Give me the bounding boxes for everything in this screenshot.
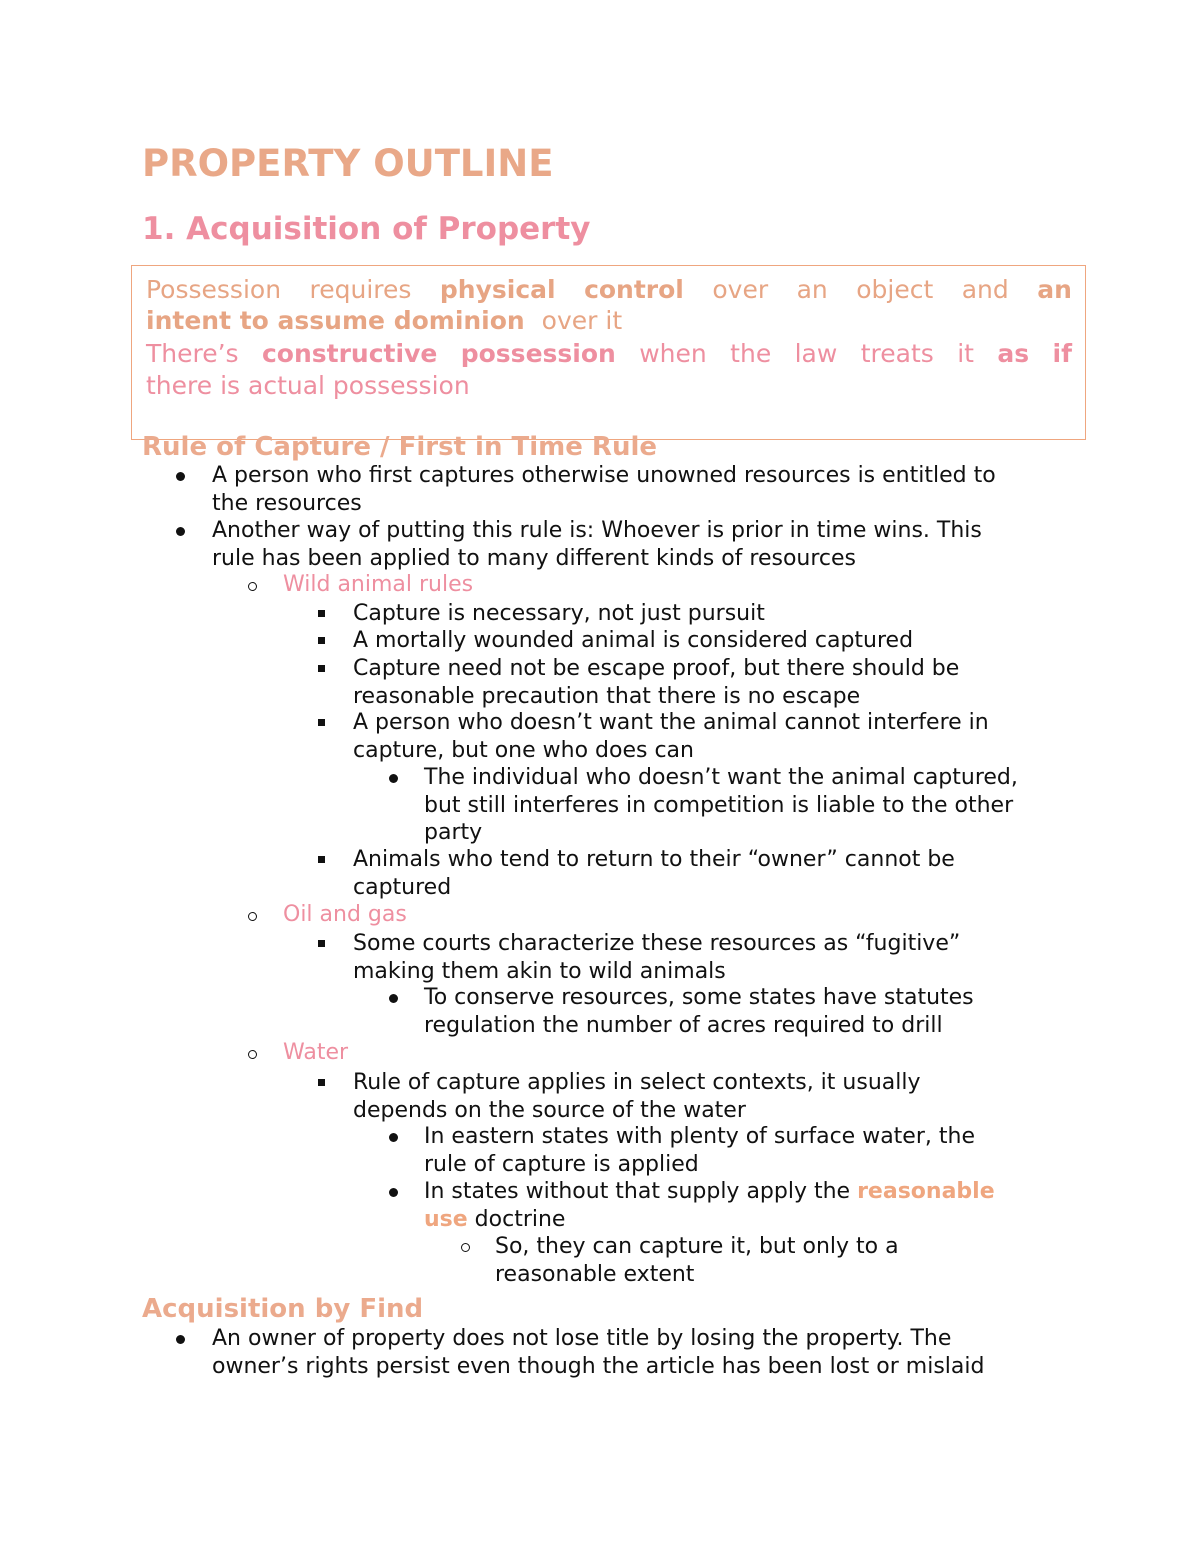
list-item bbox=[353, 846, 955, 901]
list-item bbox=[424, 764, 1018, 847]
list-item-text: rule of capture is applied bbox=[424, 1151, 699, 1177]
list-item-text: So, they can capture it, but only to a bbox=[495, 1234, 899, 1259]
list-item-oil-and-gas: Oil and gas bbox=[283, 902, 407, 927]
highlight-term: reasonable bbox=[857, 1179, 995, 1204]
word: and bbox=[961, 275, 1009, 304]
list-item-text: rule has been applied to many different kinds of resources bbox=[212, 545, 857, 571]
word: it bbox=[957, 339, 974, 368]
list-item-text: the resources bbox=[212, 490, 362, 516]
word: physical bbox=[439, 275, 556, 304]
phrase: over it bbox=[533, 306, 623, 335]
circle-bullet-icon bbox=[248, 912, 257, 921]
list-item-wild-animal-rules: Wild animal rules bbox=[283, 572, 474, 597]
word: as bbox=[997, 339, 1030, 368]
word: law bbox=[794, 339, 838, 368]
list-item bbox=[212, 517, 982, 572]
bullet-icon bbox=[389, 774, 398, 783]
square-bullet-icon bbox=[318, 610, 325, 617]
list-item bbox=[424, 1123, 975, 1178]
square-bullet-icon bbox=[318, 719, 325, 726]
word: when bbox=[639, 339, 707, 368]
list-item-text: Capture need not be escape proof, but there should be bbox=[353, 656, 960, 681]
definition-line-2 bbox=[146, 305, 1072, 337]
document-title: PROPERTY OUTLINE bbox=[142, 142, 554, 185]
list-item-text: but still interferes in competition is liable to the other bbox=[424, 792, 1014, 818]
list-item-text: reasonable precaution that there is no escape bbox=[353, 683, 861, 709]
list-item bbox=[495, 1233, 899, 1288]
list-item-text: Another way of putting this rule is: Whoever is prior in time wins. This bbox=[212, 518, 982, 543]
word: an bbox=[796, 275, 828, 304]
list-item-text: Some courts characterize these resources as “fugitive” bbox=[353, 931, 961, 956]
square-bullet-icon bbox=[318, 1079, 325, 1086]
list-item-text: owner’s rights persist even though the article has been lost or mislaid bbox=[212, 1353, 985, 1379]
bullet-icon bbox=[176, 527, 185, 536]
square-bullet-icon bbox=[318, 856, 325, 863]
bullet-icon bbox=[389, 1133, 398, 1142]
bullet-icon bbox=[389, 1188, 398, 1197]
list-item-text: A mortally wounded animal is considered captured bbox=[353, 628, 914, 653]
word: There’s bbox=[146, 339, 239, 368]
list-item bbox=[424, 1178, 995, 1233]
list-item-text: Animals who tend to return to their “owner” cannot be bbox=[353, 847, 955, 872]
list-item bbox=[353, 600, 765, 628]
word: over bbox=[712, 275, 769, 304]
list-item-text: capture, but one who does can bbox=[353, 737, 694, 763]
list-item-text: Rule of capture applies in select contexts, it usually bbox=[353, 1070, 921, 1095]
circle-bullet-icon bbox=[248, 582, 257, 591]
definition-line-3 bbox=[146, 338, 1072, 370]
word: Possession bbox=[146, 275, 282, 304]
word: requires bbox=[309, 275, 412, 304]
list-item bbox=[353, 655, 959, 710]
list-item-text: reasonable extent bbox=[495, 1261, 695, 1287]
list-item bbox=[353, 627, 913, 655]
square-bullet-icon bbox=[318, 940, 325, 947]
list-item-text: doctrine bbox=[467, 1206, 566, 1232]
list-item-text: In eastern states with plenty of surface water, the bbox=[424, 1124, 975, 1149]
list-item bbox=[212, 462, 996, 517]
list-item-text: A person who doesn’t want the animal cannot interfere in bbox=[353, 710, 989, 735]
bold-phrase: intent to assume dominion bbox=[146, 306, 525, 335]
heading-rule-of-capture: Rule of Capture / First in Time Rule bbox=[142, 432, 658, 462]
square-bullet-icon bbox=[318, 665, 325, 672]
square-bullet-icon bbox=[318, 637, 325, 644]
list-item-text: In states without that supply apply the bbox=[424, 1179, 858, 1204]
list-item-text: party bbox=[424, 820, 483, 845]
circle-bullet-icon bbox=[248, 1050, 257, 1059]
list-item-text: Capture is necessary, not just pursuit bbox=[353, 601, 765, 626]
bullet-icon bbox=[176, 472, 185, 481]
word: if bbox=[1052, 339, 1072, 368]
word: control bbox=[584, 275, 684, 304]
word: treats bbox=[860, 339, 934, 368]
list-item bbox=[353, 709, 989, 764]
list-item-water: Water bbox=[283, 1040, 349, 1065]
list-item-text: A person who first captures otherwise unowned resources is entitled to bbox=[212, 463, 996, 488]
list-item-text: The individual who doesn’t want the animal captured, bbox=[424, 765, 1018, 790]
list-item-text: making them akin to wild animals bbox=[353, 958, 726, 984]
list-item-text: depends on the source of the water bbox=[353, 1097, 746, 1123]
list-item-text: captured bbox=[353, 874, 452, 900]
list-item-text: To conserve resources, some states have statutes bbox=[424, 985, 974, 1010]
word: constructive bbox=[261, 339, 438, 368]
word: object bbox=[856, 275, 934, 304]
bullet-icon bbox=[389, 994, 398, 1003]
heading-acquisition-of-property: 1. Acquisition of Property bbox=[142, 211, 591, 247]
definition-line-4 bbox=[146, 370, 1072, 402]
heading-acquisition-by-find: Acquisition by Find bbox=[142, 1294, 424, 1324]
word: the bbox=[730, 339, 772, 368]
circle-bullet-icon bbox=[461, 1243, 470, 1252]
highlight-term: use bbox=[424, 1206, 468, 1232]
word: an bbox=[1037, 275, 1072, 304]
bullet-icon bbox=[176, 1335, 185, 1344]
word: possession bbox=[460, 339, 616, 368]
phrase: there is actual possession bbox=[146, 371, 470, 400]
list-item-text: regulation the number of acres required to drill bbox=[424, 1012, 943, 1038]
list-item bbox=[212, 1325, 984, 1380]
definition-line-1 bbox=[146, 274, 1072, 306]
list-item bbox=[353, 1069, 921, 1124]
list-item-text: An owner of property does not lose title by losing the property. The bbox=[212, 1326, 952, 1351]
list-item bbox=[424, 984, 974, 1039]
list-item bbox=[353, 930, 960, 985]
